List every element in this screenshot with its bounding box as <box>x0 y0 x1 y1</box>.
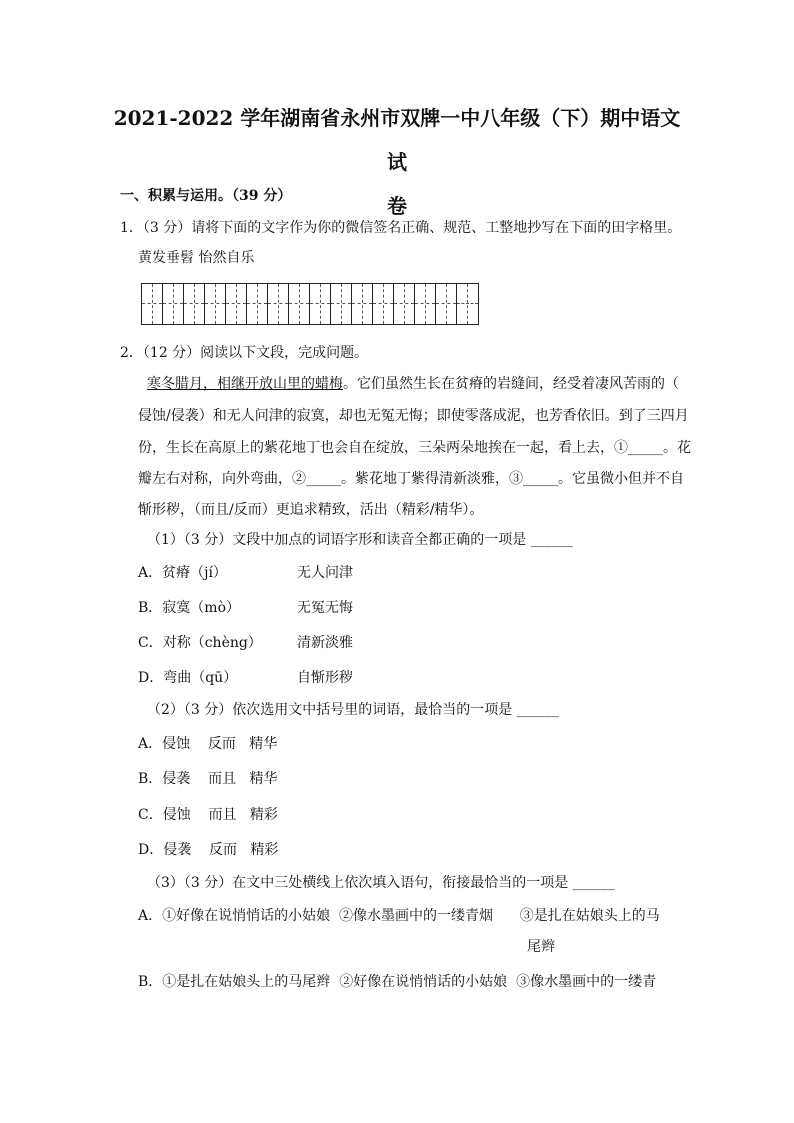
grid-cell[interactable] <box>310 284 331 324</box>
grid-cell[interactable] <box>268 284 289 324</box>
grid-cell[interactable] <box>373 284 394 324</box>
grid-cell[interactable] <box>394 284 415 324</box>
grid-cell[interactable] <box>247 284 268 324</box>
q2-sub2-stem: （2）（3 分）依次选用文中括号里的词语，最恰当的一项是 ______ <box>147 702 559 718</box>
passage-line-5: 惭形秽，（而且/反而）更追求精致，活出（精彩/精华）。 <box>138 502 484 518</box>
grid-cell[interactable] <box>163 284 184 324</box>
sub3-option-a[interactable]: A．①好像在说悄悄话的小姑娘 ②像水墨画中的一缕青烟 ③是扎在姑娘头上的马 <box>138 908 660 924</box>
sub2-option-c[interactable]: C．侵蚀 而且 精彩 <box>138 807 278 823</box>
grid-cell[interactable] <box>457 284 478 324</box>
grid-cell[interactable] <box>205 284 226 324</box>
passage-line-2: 侵蚀/侵袭）和无人问津的寂寞，却也无冤无悔；即使零落成泥，也芳香依旧。到了三四月 <box>138 408 689 424</box>
passage-line-1-rest: 。它们虽然生长在贫瘠的岩缝间，经受着凄风苦雨的（ <box>343 376 679 392</box>
title-line-2: 卷 <box>387 194 407 218</box>
sub1-option-d-word: 自惭形秽 <box>297 670 353 686</box>
q2-stem: 2．（12 分）阅读以下文段，完成问题。 <box>120 345 369 361</box>
grid-cell[interactable] <box>289 284 310 324</box>
sub1-option-b[interactable]: B．寂寞（mò） <box>138 600 240 616</box>
sub3-option-a-cont: 尾辫 <box>527 939 555 955</box>
q2-sub1-stem: （1）（3 分）文段中加点的词语字形和读音全都正确的一项是 ______ <box>147 532 573 548</box>
sub3-option-b[interactable]: B．①是扎在姑娘头上的马尾辫 ②好像在说悄悄话的小姑娘 ③像水墨画中的一缕青 <box>138 974 657 990</box>
grid-cell[interactable] <box>226 284 247 324</box>
sub1-option-a[interactable]: A．贫瘠（jí） <box>138 565 227 581</box>
passage-line-3: 份，生长在高原上的紫花地丁也会自在绽放，三朵两朵地挨在一起，看上去，①_____。花 <box>138 440 691 456</box>
passage-line-1 <box>147 374 679 394</box>
grid-cell[interactable] <box>436 284 457 324</box>
sub1-option-b-word: 无冤无悔 <box>297 600 353 616</box>
tianzi-grid[interactable] <box>141 283 479 325</box>
sub2-option-d[interactable]: D．侵袭 反而 精彩 <box>138 842 279 858</box>
grid-cell[interactable] <box>142 284 163 324</box>
sub1-option-a-word: 无人问津 <box>297 565 353 581</box>
sub1-option-c-word: 清新淡雅 <box>297 635 353 651</box>
exam-title <box>110 96 684 228</box>
grid-cell[interactable] <box>352 284 373 324</box>
q1-stem: 1．（3 分）请将下面的文字作为你的微信签名正确、规范、工整地抄写在下面的田字格里。 <box>120 220 682 236</box>
q2-sub3-stem: （3）（3 分）在文中三处横线上依次填入语句，衔接最恰当的一项是 ______ <box>147 875 615 891</box>
grid-cell[interactable] <box>415 284 436 324</box>
title-line-1: 2021-2022 学年湖南省永州市双牌一中八年级（下）期中语文试 <box>113 106 681 174</box>
passage-underlined-sentence: 寒冬腊月，相继开放山里的蜡梅 <box>147 376 343 392</box>
passage-line-4: 瓣左右对称，向外弯曲，②_____。紫花地丁紫得清新淡雅，③_____。它虽微小但并不自 <box>138 471 684 487</box>
sub1-option-c[interactable]: C．对称（chèng） <box>138 635 262 651</box>
sub2-option-b[interactable]: B．侵袭 而且 精华 <box>138 771 278 787</box>
section-heading: 一、积累与运用。（39 分） <box>120 188 292 204</box>
grid-cell[interactable] <box>184 284 205 324</box>
q1-copy-text: 黄发垂髫 怡然自乐 <box>138 250 255 266</box>
grid-cell[interactable] <box>331 284 352 324</box>
sub2-option-a[interactable]: A．侵蚀 反而 精华 <box>138 736 278 752</box>
sub1-option-d[interactable]: D．弯曲（qū） <box>138 670 238 686</box>
